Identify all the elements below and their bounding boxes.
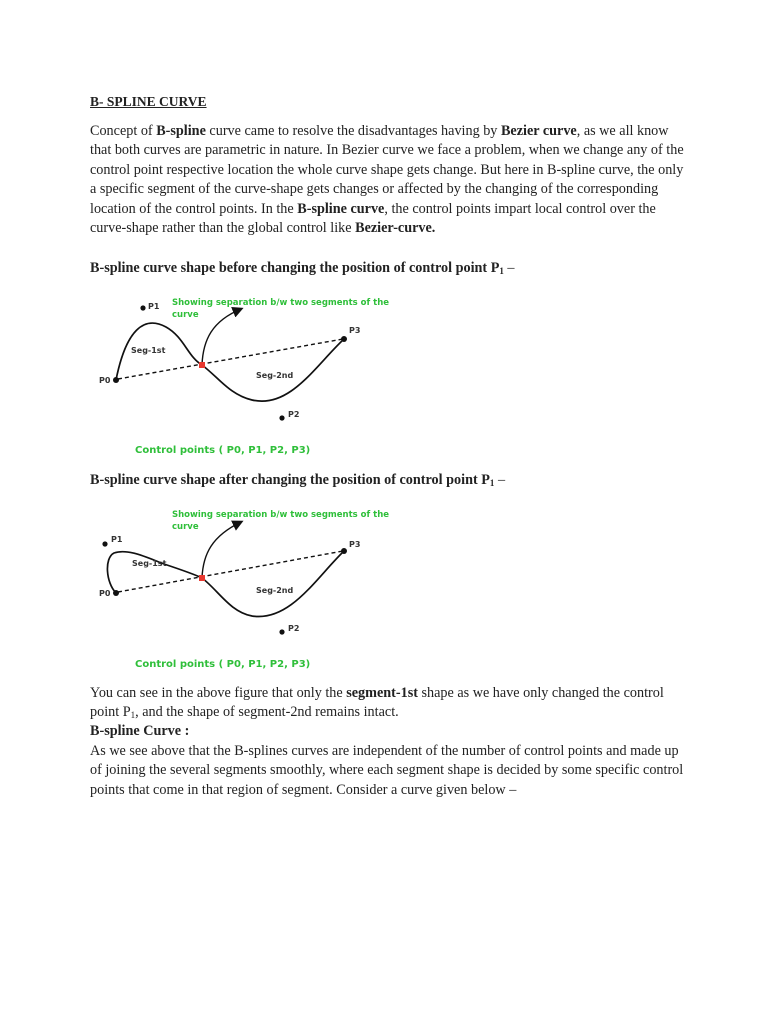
label-seg2: Seg-2nd (256, 371, 294, 380)
label-p3: P3 (349, 540, 361, 549)
intro-text-4: , the control points impart local control over the curve-shape rather than the global control like (90, 200, 656, 237)
control-point-p2 (279, 629, 284, 634)
intro-bold-bezier: Bezier curve (500, 123, 577, 139)
observation-text-2: shape as we have only changed the control point P (90, 685, 664, 721)
heading-before-text: B-spline curve shape before changing the position of control point P (90, 260, 500, 276)
observation-text-1: You can see in the above figure that only the (90, 685, 347, 701)
dashed-chord (118, 339, 343, 379)
label-p1: P1 (148, 302, 160, 311)
intro-bold-bspline: B-spline (156, 123, 206, 139)
heading-after-text: B-spline curve shape after changing the position of control point P (90, 472, 490, 488)
control-points-caption: Control points ( P0, P1, P2, P3) (135, 445, 311, 456)
label-p1: P1 (111, 535, 123, 544)
segment-junction (199, 575, 205, 581)
label-seg1: Seg-1st (132, 559, 167, 568)
heading-after (90, 471, 690, 493)
heading-after-subscript: 1 (489, 478, 495, 488)
figure-after (90, 498, 390, 673)
figure-caption-line2: curve (172, 522, 199, 532)
intro-text-2: curve came to resolve the disadvantages having by (205, 123, 501, 139)
heading-before-dash: – (503, 260, 515, 276)
control-points-caption: Control points ( P0, P1, P2, P3) (135, 659, 311, 670)
intro-text-3: , as we all know that both curves are parametric in nature. In Bezier curve we face a problem, when we change any of the control point respective location the whole curve shape gets change. But here in B-spline curve, the only a specific segment of the curve-shape gets changes or affected by the changing of the corresponding location of the control points. In the (90, 123, 684, 217)
label-seg2: Seg-2nd (256, 586, 294, 595)
separation-arrow (202, 309, 241, 365)
label-p0: P0 (99, 589, 111, 598)
segment-junction (199, 362, 205, 368)
control-point-p2 (279, 415, 284, 420)
intro-bold-bezier-curve: Bezier-curve. (355, 220, 436, 237)
figure-caption-line1: Showing separation b/w two segments of the (172, 298, 390, 308)
control-point-p1 (140, 305, 145, 310)
control-point-p1 (102, 541, 107, 546)
figure-before (90, 285, 390, 460)
observation-subscript: 1 (130, 710, 136, 721)
dashed-chord (118, 551, 343, 592)
intro-text-1: Concept of (90, 123, 157, 139)
section-heading: B-spline Curve : (90, 723, 190, 739)
separation-arrow (202, 522, 241, 578)
bspline-paragraph: As we see above that the B-splines curves are independent of the number of control points and made up of joining the several segments smoothly, where each segment shape is decided by some specific control points that come in that region of segment. Consider a curve given below – (90, 743, 684, 798)
figure-caption-line2: curve (172, 310, 199, 320)
intro-bold-bspline-curve: B-spline curve (297, 200, 385, 217)
heading-before (90, 259, 690, 281)
label-p2: P2 (288, 624, 300, 633)
intro-paragraph (90, 122, 690, 238)
spline-curve (116, 323, 344, 401)
heading-after-dash: – (494, 472, 506, 488)
page-title: B- SPLINE CURVE (90, 94, 207, 109)
label-p2: P2 (288, 410, 300, 419)
label-p3: P3 (349, 326, 361, 335)
heading-before-subscript: 1 (499, 266, 504, 276)
observation-text-3: , and the shape of segment-2nd remains intact. (135, 704, 399, 721)
observation-bold-segment: segment-1st (346, 685, 418, 701)
label-p0: P0 (99, 376, 111, 385)
figure-caption-line1: Showing separation b/w two segments of the (172, 510, 390, 520)
observation-paragraph (90, 684, 690, 726)
label-seg1: Seg-1st (131, 346, 166, 355)
